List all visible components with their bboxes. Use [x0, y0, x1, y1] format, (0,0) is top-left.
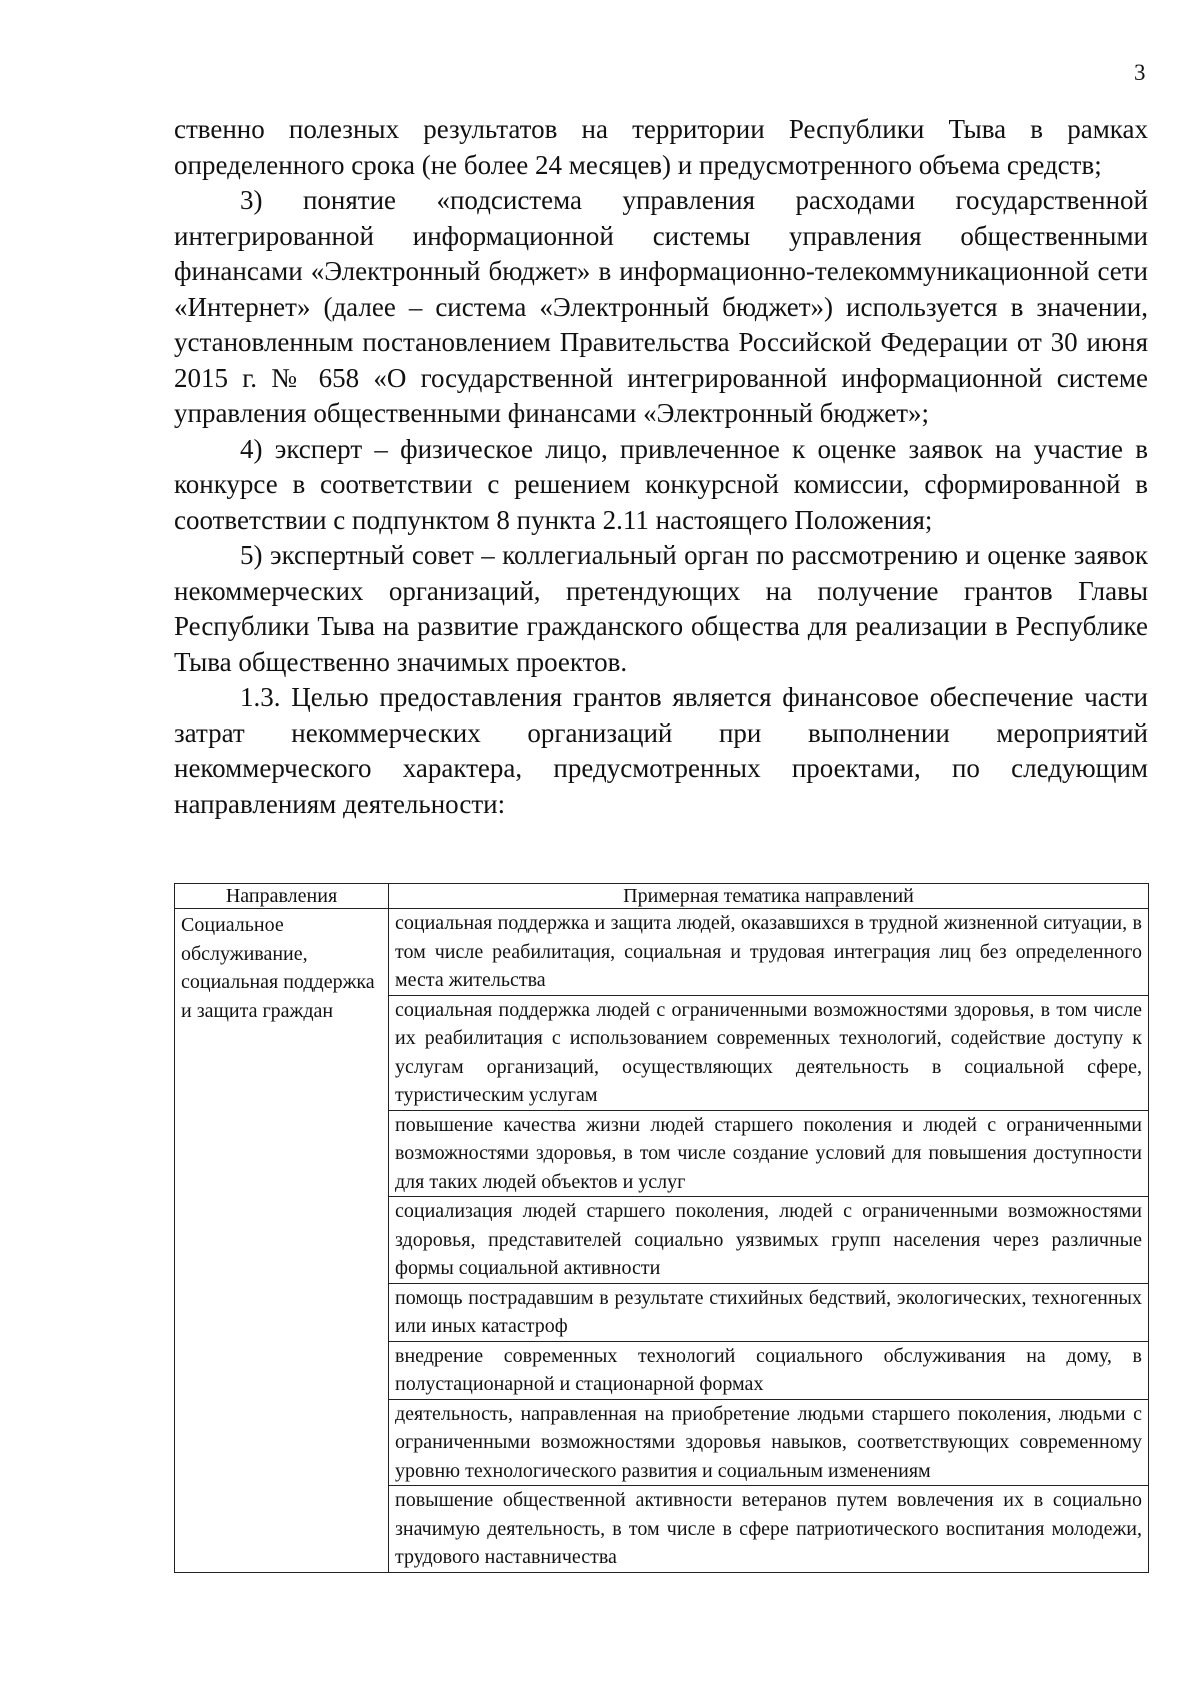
topic-cell: социализация людей старшего поколения, людей с ограниченными возможностями здоровья, представителей социально уязвимых групп населения через различные формы социальной активности — [389, 1197, 1149, 1284]
paragraph: 3) понятие «подсистема управления расходами государственной интегрированной информационной системы управления общественными финансами «Электронный бюджет» в информационно-телекоммуникационной сети «Интернет» (далее – система «Электронный бюджет») используется в значении, установленным постановлением Правительства Российской Федерации от 30 июня 2015 г. № 658 «О государственной интегрированной информационной системе управления общественными финансами «Электронный бюджет»; — [174, 185, 1148, 428]
page-number: 3 — [1134, 60, 1146, 85]
topic-cell: деятельность, направленная на приобретение людьми старшего поколения, людьми с ограниченными возможностями здоровья навыков, соответствующих современному уровню технологического развития и социальным изменениям — [389, 1399, 1149, 1486]
topic-cell: социальная поддержка людей с ограниченными возможностями здоровья, в том числе их реабилитация с использованием современных технологий, содействие доступу к услугам организаций, осуществляющих деятельность в социальной сфере, туристическим услугам — [389, 995, 1149, 1110]
topic-cell: помощь пострадавшим в результате стихийных бедствий, экологических, техногенных или иных катастроф — [389, 1283, 1149, 1341]
paragraph: ственно полезных результатов на территории Республики Тыва в рамках определенного срока (не более 24 месяцев) и предусмотренного объема средств; — [174, 114, 1148, 180]
grant-directions-table — [174, 883, 1149, 1573]
topic-cell: повышение общественной активности ветеранов путем вовлечения их в социально значимую деятельность, в том числе в сфере патриотического воспитания молодежи, трудового наставничества — [389, 1486, 1149, 1573]
paragraph: 5) экспертный совет – коллегиальный орган по рассмотрению и оценке заявок некоммерческих организаций, претендующих на получение грантов Главы Республики Тыва на развитие гражданского общества для реализации в Республике Тыва общественно значимых проектов. — [174, 540, 1148, 677]
column-header-topics: Примерная тематика направлений — [389, 884, 1149, 909]
direction-cell: Социальное обслуживание, социальная поддержка и защита граждан — [175, 909, 389, 1573]
column-header-directions: Направления — [175, 884, 389, 909]
paragraph: 1.3. Целью предоставления грантов является финансовое обеспечение части затрат некоммерческих организаций при выполнении мероприятий некоммерческого характера, предусмотренных проектами, по следующим направлениям деятельности: — [174, 682, 1148, 819]
table-header-row — [175, 884, 1149, 909]
topic-cell: социальная поддержка и защита людей, оказавшихся в трудной жизненной ситуации, в том числе реабилитация, социальная и трудовая интеграция лиц без определенного места жительства — [389, 909, 1149, 996]
document-body — [174, 112, 1148, 822]
topic-cell: внедрение современных технологий социального обслуживания на дому, в полустационарной и стационарной формах — [389, 1341, 1149, 1399]
topic-cell: повышение качества жизни людей старшего поколения и людей с ограниченными возможностями здоровья, в том числе создание условий для повышения доступности для таких людей объектов и услуг — [389, 1110, 1149, 1197]
table-row — [175, 909, 1149, 996]
paragraph: 4) эксперт – физическое лицо, привлеченное к оценке заявок на участие в конкурсе в соответствии с решением конкурсной комиссии, сформированной в соответствии с подпунктом 8 пункта 2.11 настоящего Положения; — [174, 433, 1148, 535]
